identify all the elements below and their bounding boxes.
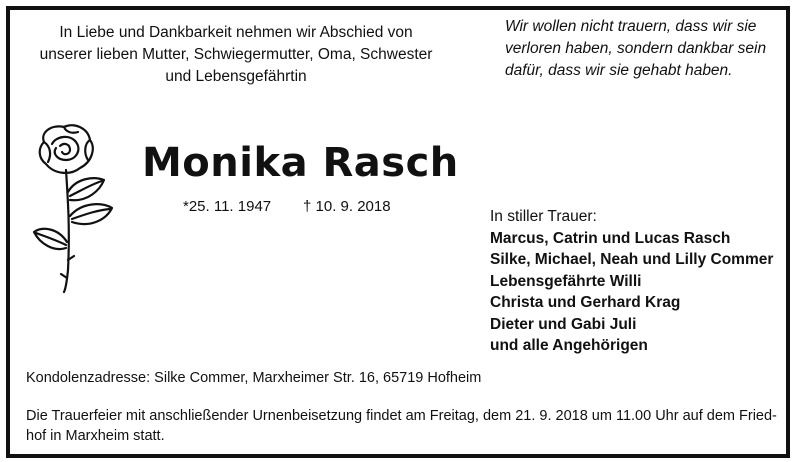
intro-line: unserer lieben Mutter, Schwiegermutter, Oma, Schwester [39,46,433,63]
death-date: † 10. 9. 2018 [303,198,391,215]
intro-text [26,22,446,88]
service-announcement [26,406,786,446]
mourner-entry: Marcus, Catrin und Lucas Rasch [490,229,731,247]
mourner-entry: und alle Angehörigen [490,337,648,354]
mourners-list [490,206,773,357]
birth-date: *25. 11. 1947 [183,198,272,215]
quote-line: verloren haben, sondern dankbar sein [505,40,767,57]
quote-text [505,16,770,82]
mourner-entry: Christa und Gerhard Krag [490,294,681,311]
quote-line: Wir wollen nicht trauern, dass wir sie [505,18,757,35]
condolence-address: Kondolenzadresse: Silke Commer, Marxheimer Str. 16, 65719 Hofheim [26,370,482,386]
intro-line: In Liebe und Dankbarkeit nehmen wir Abschied von [59,24,413,41]
mourner-entry: Dieter und Gabi Juli [490,315,637,333]
quote-line: dafür, dass wir sie gehabt haben. [505,62,733,79]
service-line: Die Trauerfeier mit anschließender Urnenbeisetzung findet am Freitag, dem 21. 9. 2018 um 11.00 Uhr auf dem Fried- [26,408,777,424]
mourners-heading: In stiller Trauer: [490,208,597,225]
mourner-entry: Lebensgefährte Willi [490,272,642,290]
rose-icon [30,120,118,295]
intro-line: und Lebensgefährtin [165,68,307,85]
deceased-name: Monika Rasch [142,140,459,186]
service-line: hof in Marxheim statt. [26,428,165,444]
mourner-entry: Silke, Michael, Neah und Lilly Commer [490,251,774,268]
